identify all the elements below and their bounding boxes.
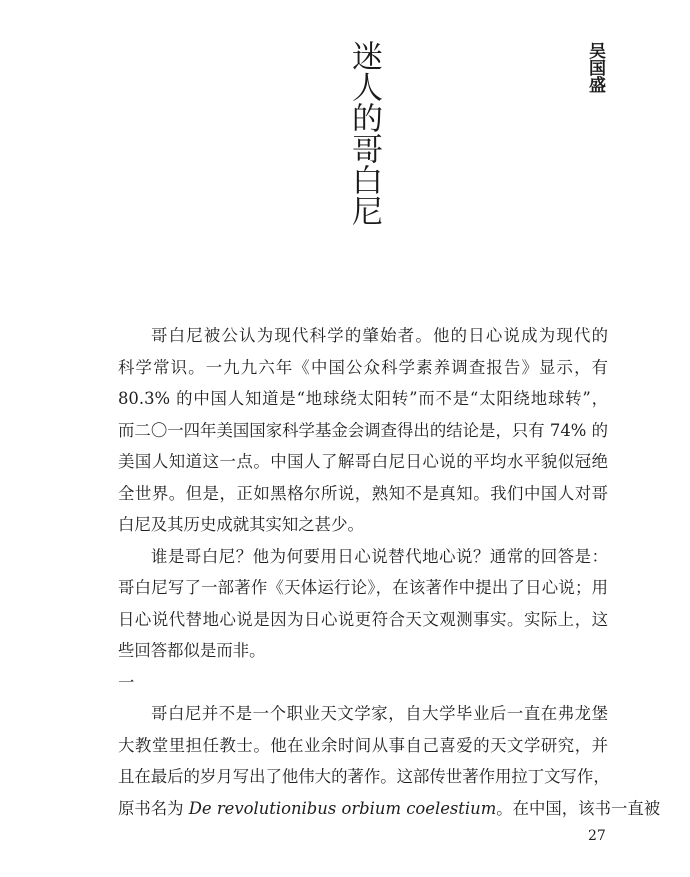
article-title: 迷人的哥白尼 xyxy=(346,40,382,226)
page-number: 27 xyxy=(588,828,606,844)
text-line: 全世界。但是，正如黑格尔所说，熟知不是真知。我们中国人对哥 xyxy=(118,484,608,503)
latin-book-title: De revolutionibus orbium coelestium xyxy=(188,799,497,818)
text-line: 美国人知道这一点。中国人了解哥白尼日心说的平均水平貌似冠绝 xyxy=(118,452,608,471)
text-line: 哥白尼被公认为现代科学的肇始者。他的日心说成为现代的 xyxy=(151,326,608,345)
text-line: 哥白尼并不是一个职业天文学家，自大学毕业后一直在弗龙堡 xyxy=(151,704,608,723)
text-line xyxy=(118,794,661,824)
text-line: 80.3% 的中国人知道是“地球绕太阳转”而不是“太阳绕地球转”， xyxy=(118,389,608,408)
author-name: 吴国盛 xyxy=(585,42,605,93)
text-line: 日心说代替地心说是因为日心说更符合天文观测事实。实际上，这 xyxy=(118,610,608,629)
text-segment: 原书名为 xyxy=(118,799,189,818)
text-line: 而二〇一四年美国国家科学基金会调查得出的结论是，只有 74% 的 xyxy=(118,421,608,440)
text-segment: 。在中国，该书一直被 xyxy=(496,799,661,818)
text-line: 科学常识。一九九六年《中国公众科学素养调查报告》显示，有 xyxy=(118,358,608,377)
text-line: 白尼及其历史成就其实知之甚少。 xyxy=(118,515,364,534)
text-line: 哥白尼写了一部著作《天体运行论》，在该著作中提出了日心说；用 xyxy=(118,578,608,597)
text-line: 且在最后的岁月写出了他伟大的著作。这部传世著作用拉丁文写作， xyxy=(118,767,610,786)
text-line: 些回答都似是而非。 xyxy=(118,641,266,660)
text-line: 谁是哥白尼？他为何要用日心说替代地心说？通常的回答是： xyxy=(151,547,608,566)
section-number: 一 xyxy=(118,673,135,692)
text-line: 大教堂里担任教士。他在业余时间从事自己喜爱的天文学研究，并 xyxy=(118,736,608,755)
